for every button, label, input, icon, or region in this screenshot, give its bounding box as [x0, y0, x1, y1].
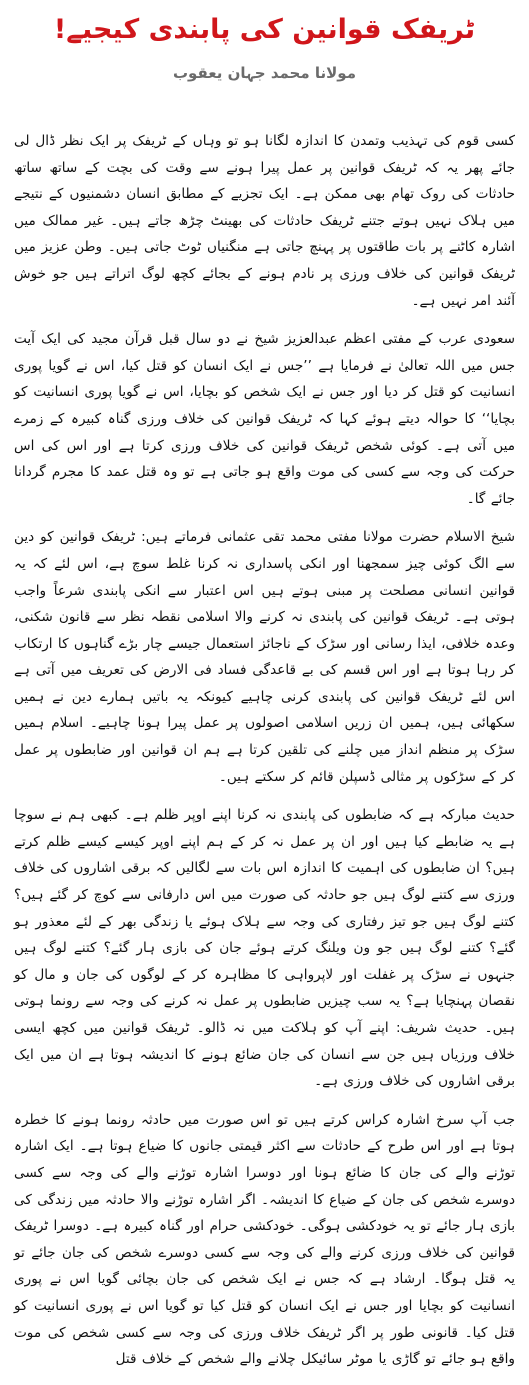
paragraph: شیخ الاسلام حضرت مولانا مفتی محمد تقی عثمانی فرماتے ہیں: ٹریفک قوانین کو دین سے الگ کوئی چیز سمجھنا اور انکی پاسداری نہ کرنا غلط سوچ ہے، اس لئے کہ یہ قوانین انسانی مصلحت پر مبنی ہوتے ہیں اس اعتبار سے انکی پابندی شرعاً واجب ہوتی ہے۔ ٹریفک قوانین کی پابندی نہ کرنے والا اسلامی نقطہ نظر سے قانون شکنی، وعدہ خلافی، ایذا رسانی اور سڑک کے ناجائز استعمال جیسے چار بڑے گناہوں کا ارتکاب کر رہا ہوتا ہے اور اس قسم کی بے قاعدگی فساد فی الارض کی تعریف میں آتی ہے اس لئے ٹریفک قوانین کی پابندی کرنی چاہیے کیونکہ یہ باتیں ہمارے دین نے ہمیں سکھائی ہیں، ہمیں ان زریں اسلامی اصولوں پر عمل پیرا ہونا چاہیے۔ اسلام ہمیں سڑک پر منظم انداز میں چلنے کی تلقین کرتا ہے ہم ان قوانین اور ضابطوں پر عمل کر کے سڑکوں پر مثالی ڈسپلن قائم کر سکتے ہیں۔ [14, 529, 515, 785]
article-author: مولانا محمد جہان یعقوب [172, 64, 357, 82]
paragraph: کسی قوم کی تہذیب وتمدن کا اندازہ لگانا ہو تو وہاں کے ٹریفک پر ایک نظر ڈال لی جائے پھر یہ کہ ٹریفک قوانین پر عمل پیرا ہونے سے وقت کی بچت کے ساتھ ساتھ حادثات کی روک تھام بھی ممکن ہے۔ ایک تجزیے کے مطابق انسان دشمنیوں کے نتیجے میں ہلاک نہیں ہوتے جتنے ٹریفک حادثات کی بھینٹ چڑھ جاتے ہیں۔ غیر ممالک میں اشارہ کاٹنے پر بات طاقتوں پر پہنچ جاتی ہے منگنیاں ٹوٹ جاتی ہیں۔ وطن عزیز میں ٹریفک قوانین کی خلاف ورزی پر نادم ہونے کے بجائے کچھ لوگ اتراتے ہیں جو خوش آئند امر نہیں ہے۔ [14, 133, 515, 309]
paragraph: حدیث مبارکہ ہے کہ ضابطوں کی پابندی نہ کرنا اپنے اوپر ظلم ہے۔ کبھی ہم نے سوچا ہے یہ ضابطے کیا ہیں اور ان پر عمل نہ کر کے ہم اپنے اوپر کیسے کیسے ظلم کرتے ہیں؟ ان ضابطوں کی اہمیت کا اندازہ اس بات سے لگالیں کہ برقی اشاروں کی خلاف ورزی سے کتنے لوگ ہیں جو حادثہ کی صورت میں اس دارفانی سے کوچ کر گئے ہیں؟ کتنے لوگ ہیں جو تیز رفتاری کی وجہ سے ہلاک ہوئے یا زندگی بھر کے لئے معذور ہو گئے؟ کتنے لوگ ہیں جو ون ویلنگ کرتے ہوئے جان کی بازی ہار گئے؟ کتنے لوگ ہیں جنہوں نے سڑک پر غفلت اور لاپرواہی کا مظاہرہ کر کے لوگوں کی جان و مال کو نقصان پہنچایا ہے؟ یہ سب چیزیں ضابطوں پر عمل نہ کرنے کی وجہ سے رونما ہوتی ہیں۔ حدیث شریف: اپنے آپ کو ہلاکت میں نہ ڈالو۔ ٹریفک قوانین میں کچھ ایسی خلاف ورزیاں ہیں جن سے انسان کی جان ضائع ہونے کا اندیشہ ہوتا ہے ان میں ایک برقی اشاروں کی خلاف ورزی ہے۔ [14, 807, 515, 1090]
paragraph: جب آپ سرخ اشارہ کراس کرتے ہیں تو اس صورت میں حادثہ رونما ہونے کا خطرہ ہوتا ہے اور اس طرح کے حادثات سے اکثر قیمتی جانوں کا ضیاع ہوتا ہے۔ ایک اشارہ توڑنے والے کی جان کا ضائع ہونا اور دوسرا اشارہ توڑنے والے کی وجہ سے کسی دوسرے شخص کی جان کے ضیاع کا اندیشہ۔ اگر اشارہ توڑنے والا حادثہ میں زندگی کی بازی ہار جائے تو یہ خودکشی ہوگی۔ خودکشی حرام اور گناہ کبیرہ ہے۔ دوسرا ٹریفک قوانین کی خلاف ورزی کرنے والے کی وجہ سے کسی دوسرے شخص کی جان جائے تو یہ قتل ہوگا۔ ارشاد ہے کہ جس نے ایک شخص کی جان بچائی گویا اس نے پوری انسانیت کو بچایا اور جس نے ایک انسان کو قتل کیا تو گویا اس نے پوری انسانیت کو قتل کیا۔ قانونی طور پر اگر ٹریفک خلاف ورزی کی وجہ سے کسی شخص کی موت واقع ہو جائے تو گاڑی یا موٹر سائیکل چلانے والے شخص کے خلاف قتل [14, 1111, 515, 1368]
article-title: ٹریفک قوانین کی پابندی کیجیے! [53, 14, 476, 45]
paragraph: سعودی عرب کے مفتی اعظم عبدالعزیز شیخ نے دو سال قبل قرآن مجید کی ایک آیت جس میں اللہ تعالیٰ نے فرمایا ہے ’’جس نے ایک انسان کو قتل کیا، اس نے گویا پوری انسانیت کو قتل کر دیا اور جس نے ایک شخص کو بچایا، اس نے گویا پوری انسانیت کو بچایا‘‘ کا حوالہ دیتے ہوئے کہا کہ ٹریفک قوانین کی خلاف ورزی گناہ کبیرہ کے زمرے میں آتی ہے۔ کوئی شخص ٹریفک قوانین کی خلاف ورزی کرتا ہے اور اس کی اس حرکت کی وجہ سے کسی کی موت واقع ہو جاتی ہے تو وہ قتل عمد کا مجرم گردانا جائے گا۔ [14, 331, 515, 507]
article-body [14, 128, 515, 1385]
